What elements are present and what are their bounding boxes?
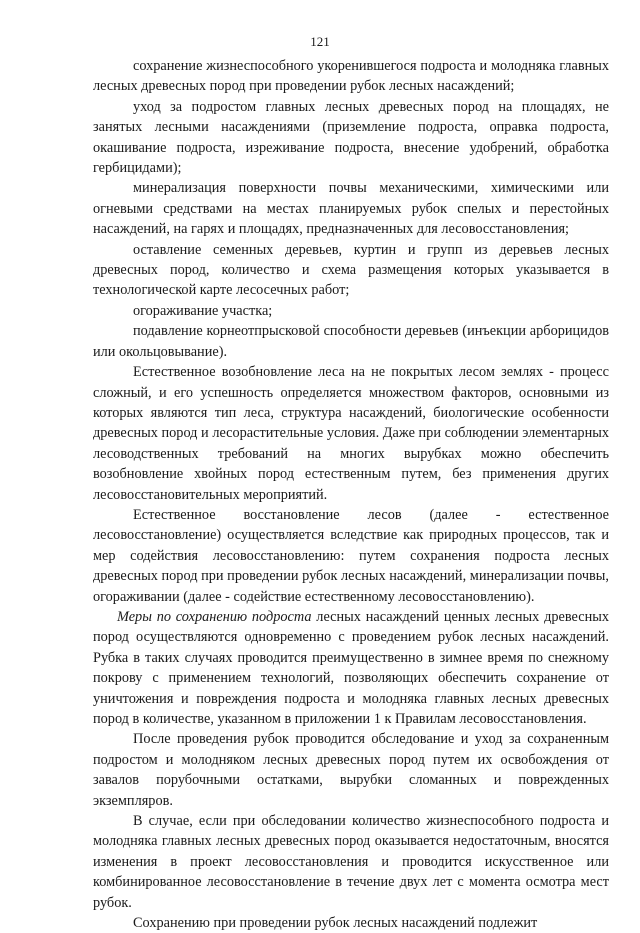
paragraph: После проведения рубок проводится обследование и уход за сохраненным подростом и молодняком лесных древесных пород путем их освобождения от завалов порубочными остатками, вырубки сломанных и поврежденных экземпляров. <box>93 731 609 809</box>
paragraph: сохранение жизнеспособного укоренившегося подроста и молодняка главных лесных древесных пород при проведении рубок лесных насаждений; <box>93 58 609 95</box>
paragraph: уход за подростом главных лесных древесных пород на площадях, не занятых лесными насаждениями (приземление подроста, оправка подроста, окашивание подроста, изреживание подроста, внесение удобрений, обработка гербицидами); <box>93 98 609 177</box>
paragraph: Сохранению при проведении рубок лесных насаждений подлежит <box>133 915 538 932</box>
paragraph-text: лесных насаждений ценных лесных древесных пород осуществляются одновременно с проведением рубок лесных насаждений. Рубка в таких случаях проводится преимущественно в зимнее время по снежному покрову с применением технологий, позволяющих обеспечить сохранение от уничтожения и повреждения подроста и молодняка главных лесных древесных пород в количестве, указанном в приложении 1 к Правилам лесовосстановления. <box>93 608 609 727</box>
paragraph: минерализация поверхности почвы механическими, химическими или огневыми средствами на местах планируемых рубок спелых и перестойных насаждений, на гарях и площадях, предназначенных для лесовосстановления; <box>93 180 609 238</box>
paragraph: Естественное восстановление лесов (далее - естественное лесовосстановление) осуществляется вследствие как природных процессов, так и мер содействия лесовосстановлению: путем сохранения подроста лесных древесных пород при проведении рубок лесных насаждений, минерализации почвы, огораживании (далее - содействие естественному лесовосстановлению). <box>93 506 609 605</box>
paragraph: огораживание участка; <box>133 302 273 319</box>
paragraph <box>93 607 609 729</box>
paragraph: оставление семенных деревьев, куртин и групп из деревьев лесных древесных пород, количество и схема размещения которых указывается в технологической карте лесосечных работ; <box>93 241 609 299</box>
italic-lead: Меры по сохранению подроста <box>117 608 312 625</box>
paragraph: В случае, если при обследовании количество жизнеспособного подроста и молодняка главных лесных древесных пород оказывается недостаточным, вносятся изменения в проект лесовосстановления и проводится искусственное или комбинированное лесовосстановление в течение двух лет с момента осмотра мест рубок. <box>93 813 609 911</box>
paragraph: подавление корнеотпрысковой способности деревьев (инъекции арборицидов или окольцовывание). <box>93 323 609 360</box>
paragraph: Естественное возобновление леса на не покрытых лесом землях - процесс сложный, и его успешность определяется множеством факторов, основными из которых являются тип леса, структура насаждений, биологические особенности древесных пород и лесорастительные условия. Даже при соблюдении элементарных лесоводственных требований на многих вырубках можно обеспечить возобновление хвойных пород естественным путем, без применения других лесовосстановительных мероприятий. <box>93 364 609 503</box>
page-body <box>93 56 609 933</box>
page-number: 121 <box>310 34 330 49</box>
